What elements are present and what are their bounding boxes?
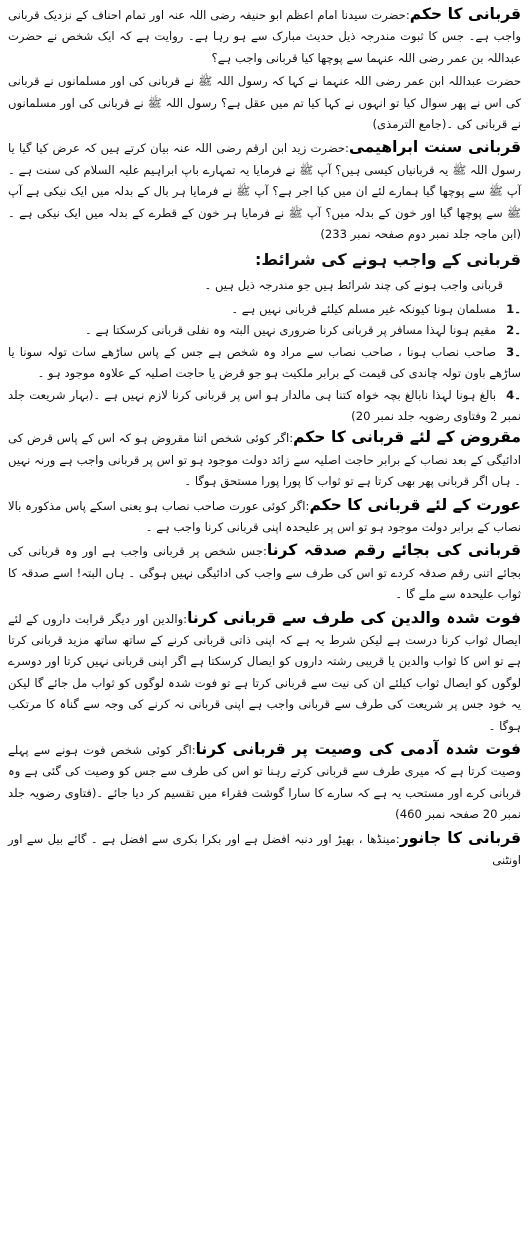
item-number: ۔1 [506, 301, 521, 316]
conditions-intro: قربانی واجب ہونے کی چند شرائط ہیں جو مندرجہ ذیل ہیں ۔ [204, 278, 503, 293]
section-aurat [8, 495, 521, 539]
list-item [8, 299, 521, 320]
item-text: مقیم ہونا لہذا مسافر پر قربانی کرنا ضروری نہیں البتہ وہ نفلی قربانی کرسکتا ہے ۔ [85, 323, 497, 338]
section-walidain [8, 608, 521, 737]
section-heading: مقروض کے لئے قربانی کا حکم [293, 428, 522, 447]
section-qurbani-hukm [8, 4, 521, 69]
section-text: :اگر کوئی شخص فوت ہونے سے پہلے وصیت کرتا ہے کہ میری طرف سے قربانی کرتے رہنا تو اس کی طرف سے جس کو وصیت کی گئی ہے وہ قربانی کرے اور مستحب یہ ہے کہ سارے کا سارا گوشت فقراء میں تقسیم کر دیا جائے ۔(فتاوی رضویہ جلد نمبر 20 صفحہ نمبر 460) [8, 743, 521, 822]
item-text: بالغ ہونا لہذا نابالغ بچہ خواہ کتنا ہی مالدار ہو اس پر قربانی کرنا لازم نہیں ہے ۔(بہار شریعت جلد نمبر 2 وفتاوی رضویہ جلد نمبر 20) [8, 387, 521, 423]
section-text: :والدین اور دیگر قرابت داروں کے لئے ایصال ثواب کرنا درست ہے لیکن شرط یہ ہے کہ اپنی ذاتی قربانی کرنے کے ساتھ ساتھ مزید قربانی کرتا ہے تو اس کا ثواب والدین یا قریبی رشتہ داروں کو ایصال کرسکتا ہے اگر اپنی قربانی نہیں کرتا اور دوسرے لوگوں کو ایصال ثواب کیلئے ان کی نیت سے قربانی کرتا ہے تو فوت شدہ لوگوں کو ثواب مل جائے گا لیکن یہ خود جس پر شریعت کی طرف سے قربانی واجب ہے اپنی قربانی نہ کرنے کی وجہ سے گناہ کا مرتکب ہوگا ۔ [8, 611, 521, 733]
section-heading-conditions: قربانی کے واجب ہونے کی شرائط: [254, 250, 521, 270]
section-text: :اگر کوئی شخص اتنا مقروض ہو کہ اس کے پاس قرض کی ادائیگی کے بعد نصاب کے برابر حاجت اصلیہ سے زائد دولت موجود ہو تو اس پر قربانی واجب ہے ورنہ نہیں ۔ ہاں اگر قربانی پھر بھی کرتا ہے تو ثواب کا پورا پورا مستحق ہوگا ۔ [8, 431, 521, 489]
section-janwar [8, 828, 521, 872]
section-heading: فوت شدہ آدمی کی وصیت پر قربانی کرنا [195, 740, 521, 758]
item-number: ۔4 [506, 387, 521, 402]
section-text: :مینڈھا ، بھیڑ اور دنبہ افضل ہے اور بکرا بکری سے افضل ہے ۔ گائے بیل سے اور اونٹنی [8, 831, 521, 868]
section-heading: عورت کے لئے قربانی کا حکم [309, 495, 521, 514]
section-text: :جس شخص پر قربانی واجب ہے اور وہ قربانی کی بجائے اتنی رقم صدقہ کردے تو اس کی طرف سے واجب کی ادائیگی نہیں ہوگی ۔ ہاں البتہ! اسے صدقہ کا ثواب علیحدہ سے ملے گا ۔ [8, 544, 521, 602]
section-heading: قربانی کی بجائے رقم صدقہ کرنا [266, 541, 521, 560]
section-sunnat-ibrahimi [8, 137, 521, 245]
item-number: ۔3 [506, 344, 521, 359]
section-heading: قربانی سنت ابراھیمی [348, 138, 521, 157]
section-text: :اگر کوئی عورت صاحب نصاب ہو یعنی اسکے پاس مذکورہ بالا نصاب کے برابر دولت موجود ہو تو اس پر علیحدہ اپنی قربانی کرنا واجب ہے ۔ [8, 498, 521, 534]
section-heading: قربانی کا جانور [399, 828, 522, 847]
section-qurbani-hukm-continued [8, 71, 521, 135]
section-maqrooz [8, 427, 521, 492]
item-number: ۔2 [506, 323, 521, 338]
list-item [8, 320, 521, 341]
conditions-list [8, 299, 521, 427]
section-text: :حضرت سیدنا امام اعظم ابو حنیفہ رضی اللہ عنہ اور تمام احناف کے نزدیک قربانی واجب ہے۔ جس کا ثبوت مندرجہ ذیل حدیث مبارک سے ہو رہا ہے۔ روایت ہے کہ ایک شخص نے حضرت عبداللہ بن عمر رضی اللہ عنہما سے پوچھا کیا قربانی واجب ہے؟ [8, 8, 521, 65]
list-item [8, 385, 521, 428]
item-text: صاحب نصاب ہونا ، صاحب نصاب سے مراد وہ شخص ہے جس کے پاس ساڑھے سات تولہ سونا یا ساڑھے باون تولہ چاندی کی قیمت کے برابر ملکیت ہو جو قرض یا حاجت اصلیہ کے علاوہ موجود ہو ۔ [8, 344, 521, 381]
item-text: مسلمان ہونا کیونکہ غیر مسلم کیلئے قربانی نہیں ہے ۔ [231, 301, 497, 316]
section-text: :حضرت زید ابن ارقم رضی اللہ عنہ بیان کرتے ہیں کہ عرض کیا گیا یا رسول اللہ ﷺ یہ قربانیاں کیسی ہیں؟ آپ ﷺ نے فرمایا یہ تمہارے باپ ابراہیم علیہ السلام کی سنت ہے ۔ آپ ﷺ سے پوچھا گیا ہمارے لئے ان میں کیا اجر ہے؟ آپ ﷺ نے فرمایا ہر بال کے بدلہ میں ایک نیکی ہے آپ ﷺ سے پوچھا گیا اور خون کے بدلہ میں؟ آپ ﷺ نے فرمایا ہر خون کے قطرے کے بدلہ میں ایک نیکی ہے ۔(ابن ماجہ جلد نمبر دوم صفحہ نمبر 233) [8, 141, 521, 242]
section-sadqa [8, 540, 521, 605]
list-item [8, 342, 521, 385]
section-heading: فوت شدہ والدین کی طرف سے قربانی کرنا [187, 608, 521, 627]
section-wasiyat [8, 739, 521, 826]
section-text: حضرت عبداللہ ابن عمر رضی اللہ عنہما نے کہا کہ رسول اللہ ﷺ نے قربانی کی اور مسلمانوں نے قربانی کی اس نے پھر سوال کیا تو انہوں نے کہا کیا تم میں عقل ہے؟ رسول اللہ ﷺ نے قربانی کی اور مسلمانوں نے قربانی کی ۔(جامع الترمذی) [8, 74, 521, 132]
section-heading: قربانی کا حکم [409, 5, 521, 23]
